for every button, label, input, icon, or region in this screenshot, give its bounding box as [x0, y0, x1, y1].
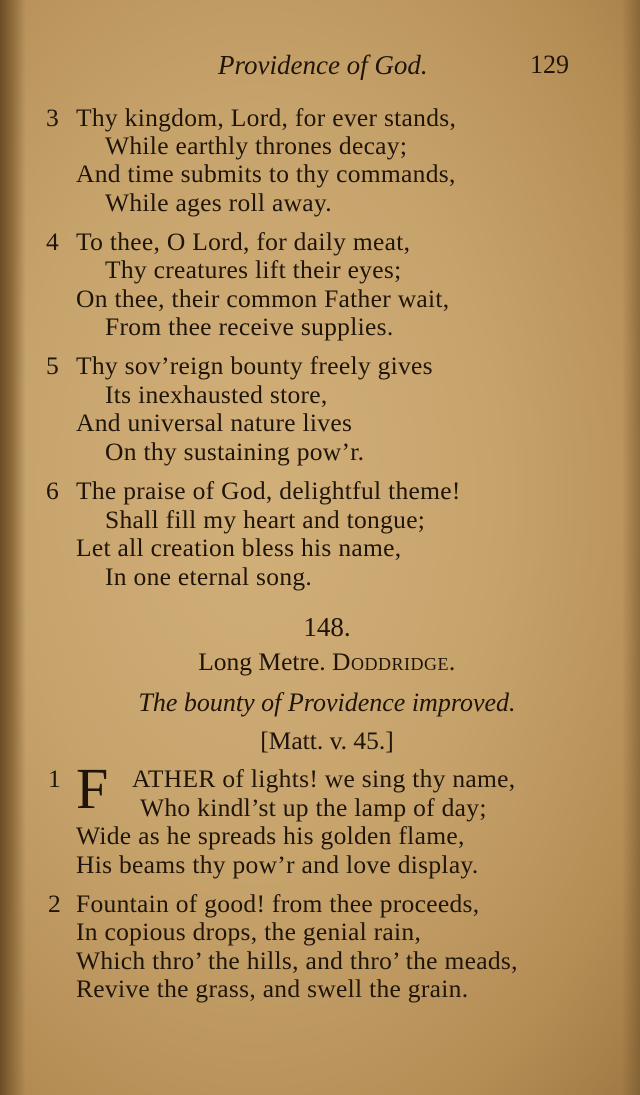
verse-line: While earthly thrones decay; — [105, 131, 408, 160]
verse-line: The praise of God, delightful theme! — [76, 476, 461, 505]
verse-line: His beams thy pow’r and love display. — [76, 850, 479, 879]
verse-line: Who kindl’st up the lamp of day; — [140, 793, 487, 822]
hymn-subject: The bounty of Providence improved. — [138, 688, 516, 717]
verse-line: In copious drops, the genial rain, — [76, 917, 422, 946]
scripture-reference: [Matt. v. 45.] — [260, 726, 394, 755]
stanza-number: 3 — [46, 103, 59, 132]
verse-line: On thy sustaining pow’r. — [105, 437, 365, 466]
verse-line: ATHER of lights! we sing thy name, — [132, 764, 516, 793]
verse-line: From thee receive supplies. — [105, 312, 394, 341]
page-gutter-shadow — [0, 0, 26, 1095]
stanza-number: 1 — [48, 764, 61, 793]
verse-line: Revive the grass, and swell the grain. — [76, 974, 469, 1003]
stanza-number: 6 — [46, 476, 59, 505]
verse-line: Its inexhausted store, — [105, 380, 328, 409]
verse-line: Thy creatures lift their eyes; — [105, 255, 402, 284]
verse-line: Thy kingdom, Lord, for ever stands, — [76, 103, 457, 132]
verse-line: And time submits to thy commands, — [76, 159, 456, 188]
stanza-number: 4 — [46, 227, 59, 256]
running-head: Providence of God. — [218, 50, 428, 80]
verse-line: While ages roll away. — [105, 188, 332, 217]
verse-line: To thee, O Lord, for daily meat, — [76, 227, 411, 256]
drop-cap: F — [76, 756, 109, 821]
hymn-meter-line — [0, 647, 640, 677]
page-number: 129 — [530, 50, 569, 79]
hymn-meter: Long Metre. — [198, 647, 326, 676]
stanza-number: 2 — [48, 889, 61, 918]
verse-line: Which thro’ the hills, and thro’ the meads, — [76, 946, 518, 975]
hymn-number: 148. — [303, 612, 351, 642]
verse-line: Wide as he spreads his golden flame, — [76, 821, 465, 850]
verse-line: And universal nature lives — [76, 408, 353, 437]
page-header — [0, 50, 640, 84]
page-edge-shadow — [622, 0, 640, 1095]
verse-line: Fountain of good! from thee proceeds, — [76, 889, 480, 918]
verse-line: In one eternal song. — [105, 562, 313, 591]
verse-line: Shall fill my heart and tongue; — [105, 505, 426, 534]
verse-line: On thee, their common Father wait, — [76, 284, 450, 313]
verse-line: Thy sov’reign bounty freely gives — [76, 351, 433, 380]
hymn-author: Doddridge. — [332, 647, 456, 676]
stanza-number: 5 — [46, 351, 59, 380]
verse-line: Let all creation bless his name, — [76, 533, 402, 562]
